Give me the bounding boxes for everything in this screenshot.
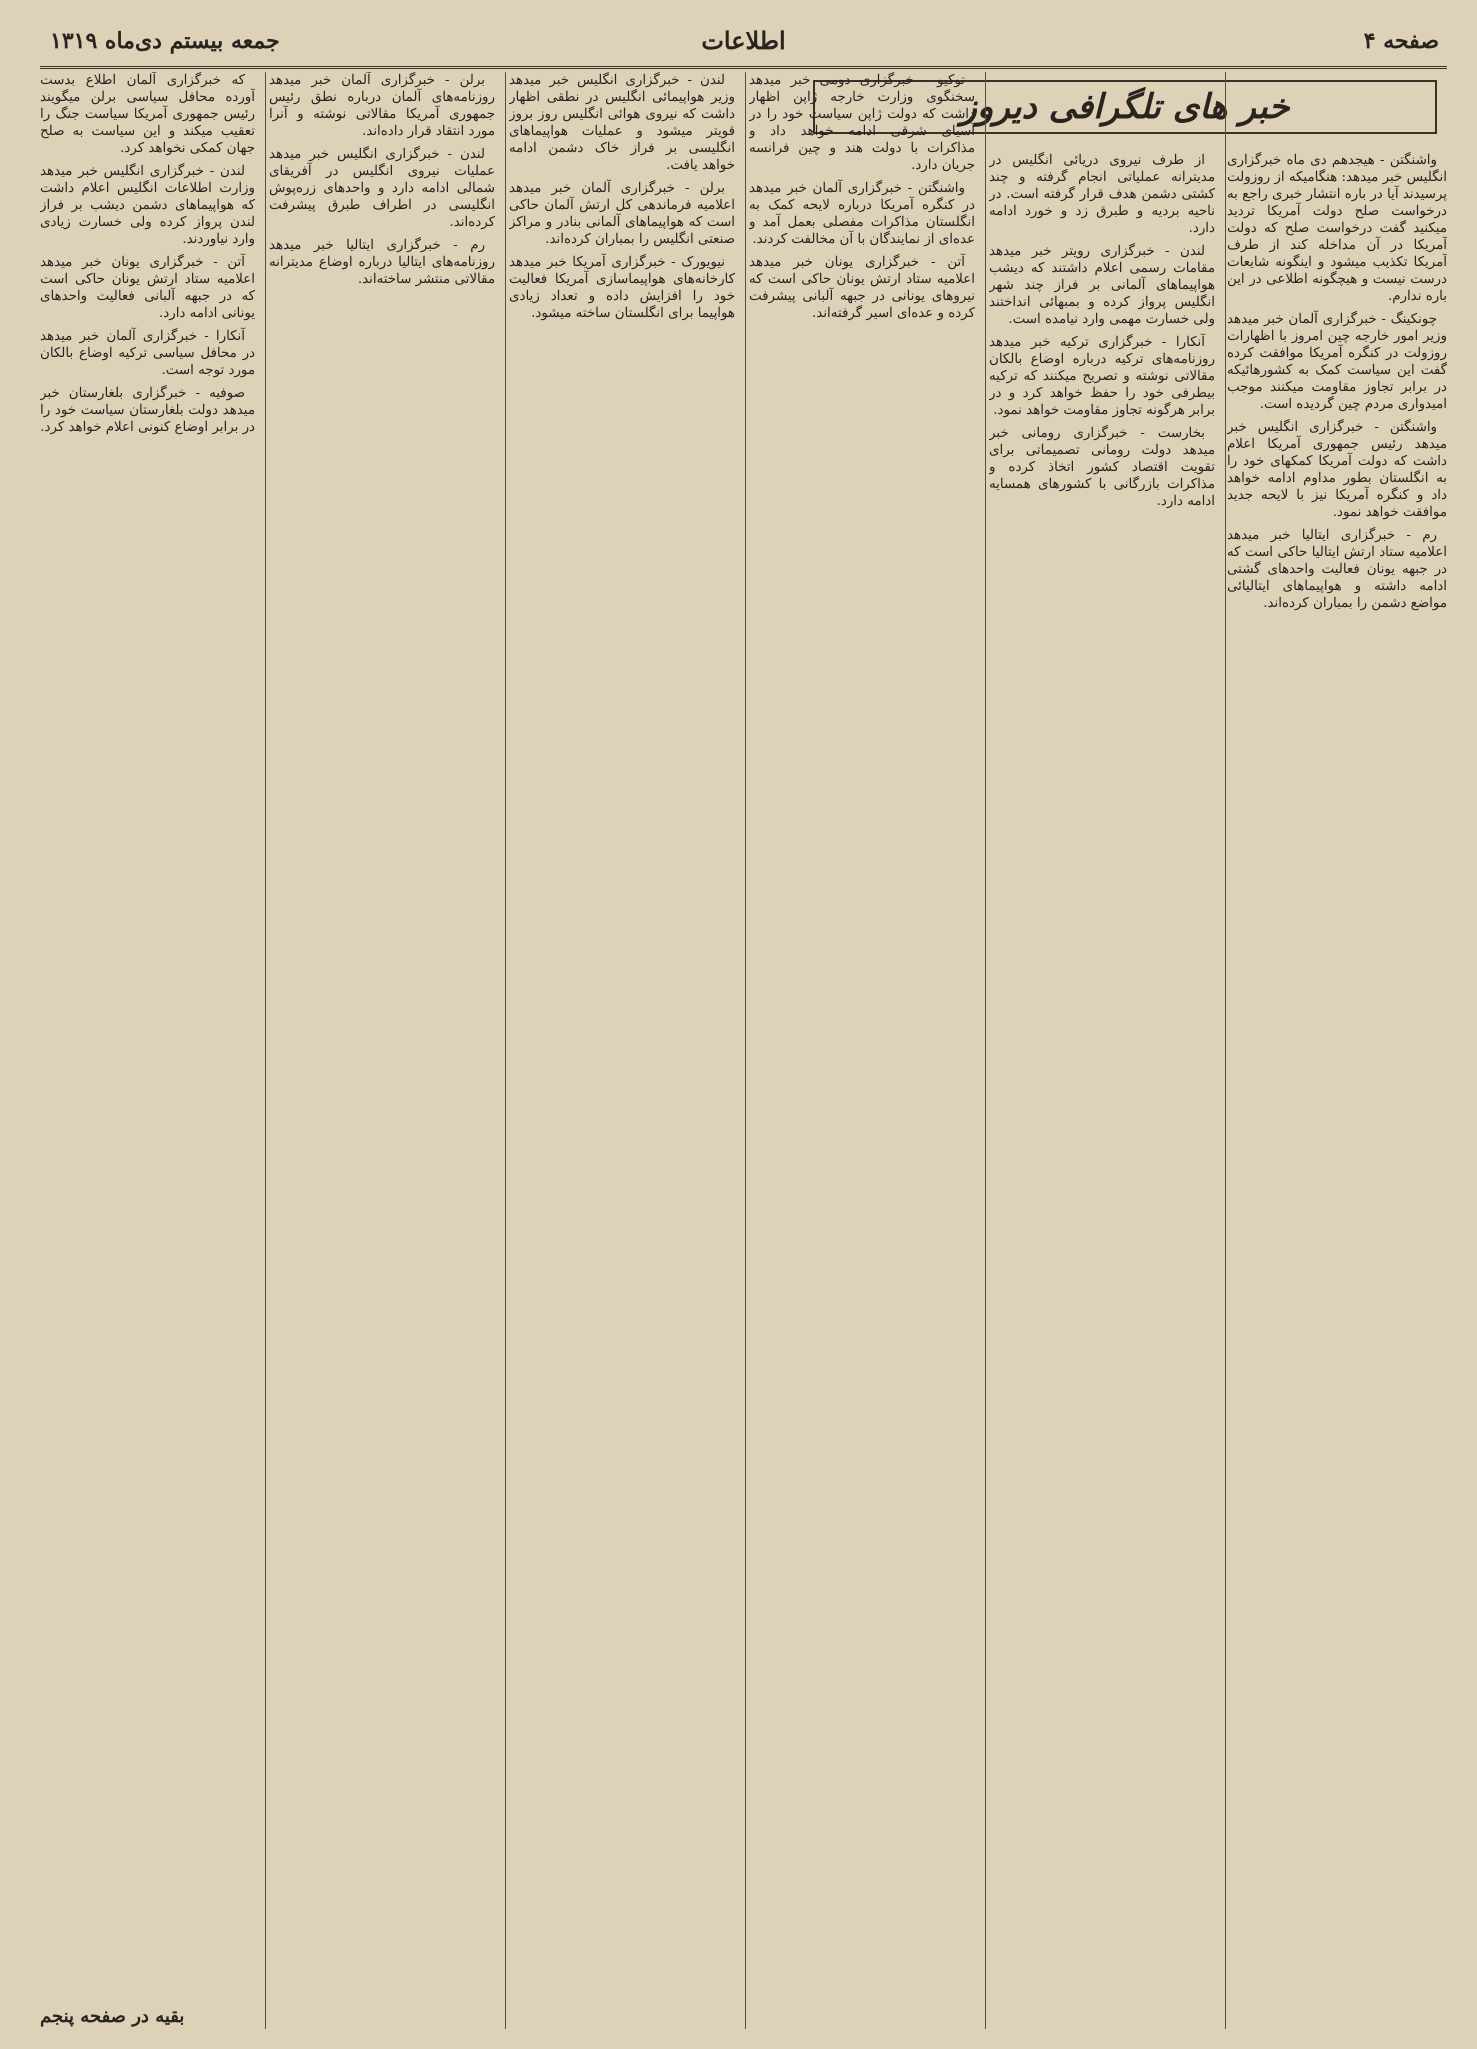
column-1 bbox=[1227, 152, 1447, 2029]
news-item: نیویورک - خبرگزاری آمریکا خبر میدهد کارخانه‌های هواپیماسازی آمریکا فعالیت خود را افزایش داده و تعداد زیادی هواپیما برای انگلستان ساخته میشود. bbox=[509, 255, 735, 321]
column-5 bbox=[269, 72, 495, 2029]
column-4 bbox=[509, 72, 735, 2029]
news-item: لندن - خبرگزاری انگلیس خبر میدهد عملیات نیروی انگلیس در آفریقای شمالی ادامه دارد و واحدهای زره‌پوش انگلیسی در اطراف طبرق پیشرفت کرده‌اند. bbox=[269, 147, 495, 230]
page-number: صفحه ۴ bbox=[1363, 28, 1439, 54]
news-item: آتن - خبرگزاری یونان خبر میدهد اعلامیه ستاد ارتش یونان حاکی است که در جبهه آلبانی فعالیت واحدهای یونانی ادامه دارد. bbox=[40, 255, 255, 321]
news-item: لندن - خبرگزاری انگلیس خبر میدهد وزیر هواپیمائی انگلیس در نطقی اظهار داشت که نیروی هوائی انگلیس روز بروز قویتر میشود و عملیات هواپیماهای انگلیسی بر فراز خاک دشمن ادامه خواهد یافت. bbox=[509, 73, 735, 173]
news-item: برلن - خبرگزاری آلمان خبر میدهد روزنامه‌های آلمان درباره نطق رئیس جمهوری آمریکا مقالاتی نوشته و آنرا مورد انتقاد قرار داده‌اند. bbox=[269, 73, 495, 139]
news-item: رم - خبرگزاری ایتالیا خبر میدهد روزنامه‌های ایتالیا درباره اوضاع مدیترانه مقالاتی منتشر ساخته‌اند. bbox=[269, 238, 495, 287]
news-item: برلن - خبرگزاری آلمان خبر میدهد اعلامیه فرماندهی کل ارتش آلمان حاکی است که هواپیماهای آلمانی بنادر و مراکز صنعتی انگلیس را بمباران کرده‌اند. bbox=[509, 181, 735, 247]
news-item: واشنگتن - خبرگزاری آلمان خبر میدهد در کنگره آمریکا درباره لایحه کمک به انگلستان مذاکرات مفصلی بعمل آمد و عده‌ای از نمایندگان با آن مخالفت کردند. bbox=[749, 181, 975, 247]
headline: خبر های تلگرافی دیروز bbox=[813, 80, 1437, 134]
news-item: آنکارا - خبرگزاری ترکیه خبر میدهد روزنامه‌های ترکیه درباره اوضاع بالکان مقالاتی نوشته و تصریح میکنند که ترکیه بیطرفی خود را حفظ خواهد کرد و در برابر هرگونه تجاوز مقاومت خواهد نمود. bbox=[989, 335, 1215, 418]
news-item: واشنگتن - هیجدهم دی ماه خبرگزاری انگلیس خبر میدهد: هنگامیکه از روزولت پرسیدند آیا در باره انتشار خبری راجع به درخواست صلح دولت آمریکا تردید میکنید گفت درخواست صلح که دولت آمریکا در آن مداخله کند از طرف آمریکا تکذیب میشود و اینگونه شایعات درست نیست و هیچگونه اطلاعی در این باره ندارم. bbox=[1227, 153, 1447, 304]
news-item: از طرف نیروی دریائی انگلیس در مدیترانه عملیاتی انجام گرفته و چند کشتی دشمن هدف قرار گرفته است. در ناحیه بردیه و طبرق زد و خورد ادامه دارد. bbox=[989, 153, 1215, 236]
column-3 bbox=[749, 72, 975, 2029]
news-item: صوفیه - خبرگزاری بلغارستان خبر میدهد دولت بلغارستان سیاست خود را در برابر اوضاع کنونی اعلام خواهد کرد. bbox=[40, 386, 255, 435]
news-item: آتن - خبرگزاری یونان خبر میدهد اعلامیه ستاد ارتش یونان حاکی است که نیروهای یونانی در جبهه آلبانی پیشرفت کرده و عده‌ای اسیر گرفته‌اند. bbox=[749, 255, 975, 321]
news-item: واشنگتن - خبرگزاری انگلیس خبر میدهد رئیس جمهوری آمریکا اعلام داشت که دولت آمریکا کمکهای خود را به انگلستان بطور مداوم ادامه خواهد داد و کنگره آمریکا نیز با لایحه جدید موافقت خواهد نمود. bbox=[1227, 420, 1447, 520]
news-item: چونکینگ - خبرگزاری آلمان خبر میدهد وزیر امور خارجه چین امروز با اظهارات روزولت در کنگره آمریکا موافقت کرده گفت این سیاست کمک به کشورهائیکه در برابر تجاوز مقاومت میکنند موجب امیدواری مردم چین گردیده است. bbox=[1227, 312, 1447, 412]
continued-note: بقیه در صفحه پنجم bbox=[40, 2006, 185, 2027]
page-header bbox=[40, 22, 1447, 69]
news-item: لندن - خبرگزاری انگلیس خبر میدهد وزارت اطلاعات انگلیس اعلام داشت که هواپیماهای دشمن دیشب بر فراز لندن پرواز کرده ولی خسارت زیادی وارد نیاوردند. bbox=[40, 164, 255, 247]
news-item: بخارست - خبرگزاری رومانی خبر میدهد دولت رومانی تصمیماتی برای تقویت اقتصاد کشور اتخاذ کرده و مذاکرات بازرگانی با کشورهای همسایه ادامه دارد. bbox=[989, 426, 1215, 509]
news-item: رم - خبرگزاری ایتالیا خبر میدهد اعلامیه ستاد ارتش ایتالیا حاکی است که در جبهه یونان فعالیت واحدهای گشتی ادامه داشته و هواپیماهای ایتالیائی مواضع دشمن را بمباران کرده‌اند. bbox=[1227, 528, 1447, 611]
news-item: آنکارا - خبرگزاری آلمان خبر میدهد در محافل سیاسی ترکیه اوضاع بالکان مورد توجه است. bbox=[40, 329, 255, 378]
news-item: لندن - خبرگزاری رویتر خبر میدهد مقامات رسمی اعلام داشتند که دیشب هواپیماهای آلمانی بر فراز چند شهر انگلیس پرواز کرده و بمبهائی انداختند ولی خسارت مهمی وارد نیامده است. bbox=[989, 244, 1215, 327]
news-item: توکیو - خبرگزاری دومی خبر میدهد سخنگوی وزارت خارجه ژاپن اظهار داشت که دولت ژاپن سیاست خود را در آسیای شرقی ادامه خواهد داد و مذاکرات با دولت هند و چین فرانسه جریان دارد. bbox=[749, 73, 975, 173]
column-2 bbox=[989, 152, 1215, 2029]
newspaper-name: اطلاعات bbox=[701, 26, 786, 55]
news-item: که خبرگزاری آلمان اطلاع بدست آورده محافل سیاسی برلن میگویند رئیس جمهوری آمریکا سیاست جنگ را تعقیب میکند و این سیاست به صلح جهان کمکی نخواهد کرد. bbox=[40, 73, 255, 156]
issue-date: جمعه بیستم دی‌ماه ۱۳۱۹ bbox=[50, 28, 280, 54]
column-6 bbox=[40, 72, 255, 1989]
